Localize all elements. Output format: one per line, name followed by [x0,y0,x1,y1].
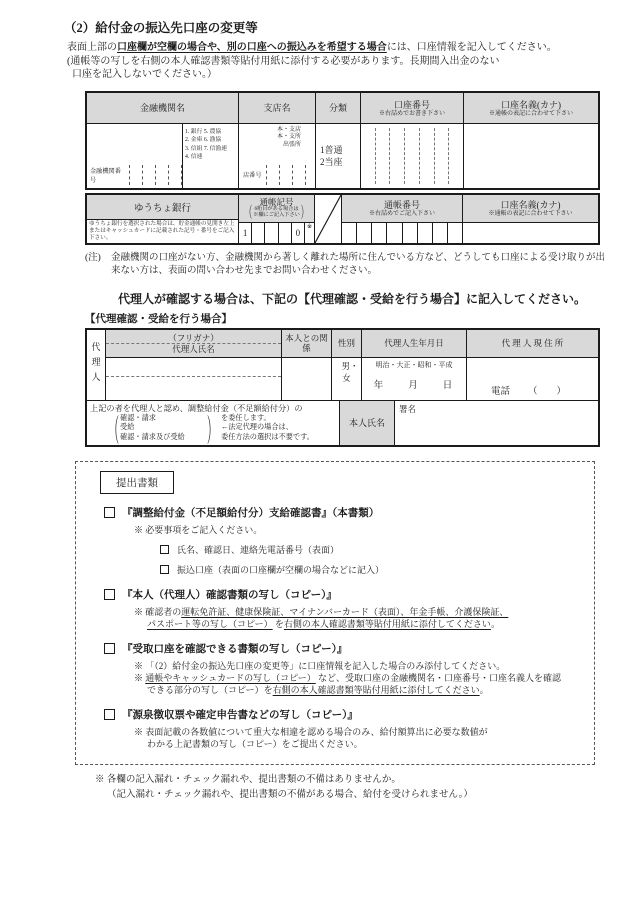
intro-post: には、口座情報を記入してください。 [386,42,557,53]
intro-line-3: 口座を記入しないでください。） [72,69,217,80]
birthdate-header: 代理人生年月日 [362,330,466,358]
account-holder-title: 口座名義(カナ) [501,99,561,110]
header-branch-name: 支店名 [238,93,315,123]
doc-title-3: 『受取口座を確認できる書類の写し（コピー）』 [122,643,348,655]
final-check-line-2: （記入漏れ・チェック漏れや、提出書類の不備がある場合、給付を受けられません。） [107,789,473,800]
phone-label: 電話 [491,386,511,397]
address-field[interactable] [467,358,598,400]
branch-kind-legend [239,124,315,150]
branch-kind-3: 出張所 [282,141,301,148]
address-header: 代 理 人 現 住 所 [467,330,598,358]
intro-pre: 表面上部の [67,42,117,53]
passbook-symbol-column [238,195,314,243]
subitem-2-label: 振込口座（表面の口座欄が空欄の場合などに記入） [177,564,385,575]
agent-box-title: 【代理確認・受給を行う場合】 [85,313,232,325]
agent-address-column [466,330,598,400]
checkbox-transfer-account[interactable] [160,565,169,574]
doc-item-identity-copy [104,587,584,630]
yucho-holder-note: ※通帳の表記に合わせて下さい [488,211,573,217]
header-class: 分類 [315,93,360,123]
doc-title-4: 『源泉徴収票や確定申告書などの写し（コピー）』 [122,709,358,721]
doc-subitem-account [160,563,584,576]
passbook-number-field[interactable] [342,223,462,243]
class-option-ordinary: 1普通 [320,144,343,155]
documents-box-label: 提出書類 [100,471,174,494]
doc-item-confirmation-form [104,505,584,576]
passbook-symbol-header [239,195,314,223]
agent-table-top [87,330,598,400]
close-paren: ） [300,203,308,222]
submission-documents-box [75,461,595,765]
checkbox-confirmation-form[interactable] [104,507,115,518]
agent-relation-column [281,330,331,400]
passbook-number-title: 通帳番号 [383,200,420,210]
agent-name-label: 代理人氏名 [172,343,215,354]
symbol-extra-cell[interactable]: ※ [304,223,314,243]
delegation-notes: を委任します。 ←法定代理の場合は、 委任方法の選択は不要です。 [221,413,314,441]
branch-number-row [239,165,315,188]
delegation-option-3[interactable]: 確認・請求及び受給 [120,432,185,441]
relation-field[interactable] [282,358,331,400]
principal-name-label-cell: 本人氏名 [339,401,395,445]
branch-number-label: 店番号 [243,172,262,179]
institution-number-row [87,165,182,188]
header-institution-name: 金融機関名 [139,103,185,113]
doc-note-4: ※ 表面記載の各数値について重大な相違を認める場合のみ、給付額算出に必要な数値が わかる上記書類の写し（コピー）をご提出ください。 [134,726,488,749]
relation-header: 本人との関係 [282,330,331,358]
intro-line-2: (通帳等の写しを右側の本人確認書類等貼付用紙に添付する必要があります。長期間入出金のない [67,55,500,67]
passbook-number-column [341,195,462,243]
account-number-field[interactable] [360,124,463,188]
symbol-cell-5: 0 [291,223,304,243]
yucho-holder-title: 口座名義(カナ) [500,200,561,210]
passbook-symbol-note: 6桁目がある場合は ※欄にご記入下さい [253,205,300,218]
institution-name-field[interactable] [87,124,182,165]
section-heading: （2）給付金の振込先口座の変更等 [64,21,258,35]
branch-number-field[interactable] [266,165,306,185]
agent-instruction: 代理人が確認する場合は、下記の【代理確認・受給を行う場合】に記入してください。 [118,291,587,306]
furigana-label: （フリガナ） [106,333,281,344]
account-number-title: 口座番号 [393,99,430,110]
doc-title-1: 『調整給付金（不足額給付分）支給確認書』（本書類） [122,507,380,519]
doc-note-2: ※ 確認者の運転免許証、健康保険証、マイナンバーカード（表面）、年金手帳、介護保険証、 パスポート等の写し（コピー） を右側の本人確認書類等貼付用紙に添付してください。 [134,606,509,629]
yucho-bank-column [87,195,238,243]
branch-kind-2: 本・支所 [276,134,301,140]
close-paren: ） [207,416,217,451]
intro-line-1 [67,41,630,55]
intro-emphasis: 口座欄が空欄の場合や、別の口座への振込みを希望する場合 [117,42,387,53]
final-check-note [95,773,630,803]
doc-note-3: ※ 「（2）給付金の振込先口座の変更等」に口座情報を記入した場合のみ添付してください。 ※ 通帳やキャッシュカードの写し（コピー） など、受取口座の金融機関名・口座番号・口座名義人を確認 できる部分の写し（コピー）を右側の本人確認書類等貼付用紙に添付してください。 [134,660,561,695]
delegation-intro: 上記の者を代理人と認め、調整給付金（不足額給付分）の [90,403,303,413]
checkbox-account-proof[interactable] [104,643,115,654]
type-line-3: 3. 信組 7. 信漁連 [185,145,228,152]
bank-account-table [85,91,600,190]
bank-table-body-row [87,124,598,188]
account-number-note: ※右詰めでお書き下さい [378,110,445,117]
era-options: 明治・大正・昭和・平成 [375,360,453,369]
agent-side-label: 代理人 [91,341,101,382]
signature-label: 署名 [399,403,417,414]
agent-table [85,328,600,451]
symbol-cell-3[interactable] [264,223,277,243]
agent-furigana-field[interactable] [106,358,281,378]
agent-name-entry-field[interactable] [106,377,281,399]
doc-item-tax-documents [104,707,584,750]
account-class-cell[interactable] [315,124,360,188]
delegation-option-2[interactable]: 受給 [120,423,135,431]
symbol-cell-1: 1 [242,227,248,238]
final-check-line-1: ※ 各欄の記入漏れ・チェック漏れや、提出書類の不備はありませんか。 [95,774,401,785]
yucho-bank-table [85,193,600,245]
signature-field[interactable] [395,401,598,445]
account-holder-note: ※通帳の表記に合わせて下さい [488,110,573,117]
ymd-placeholder: 年 月 日 [373,380,455,391]
doc-item-account-proof [104,641,584,696]
checkbox-identity-copy[interactable] [104,589,115,600]
passbook-symbol-field[interactable] [239,223,314,243]
bank-table-header-row [87,93,598,124]
delegation-cell [87,401,339,451]
yucho-holder-column [462,195,598,243]
passbook-symbol-title: 通帳記号 [259,196,294,207]
agent-side-label-cell [87,330,105,400]
symbol-cell-2[interactable] [251,223,264,243]
agent-birthdate-column [361,330,466,400]
subitem-1-label: 氏名、確認日、連絡先電話番号（表面） [177,544,340,555]
passbook-number-header [342,195,462,223]
yucho-bank-name: ゆうちょ銀行 [87,195,238,220]
institution-type-legend [182,124,238,188]
type-line-2: 2. 金庫 6. 漁協 [185,137,222,143]
delegation-options[interactable] [120,414,206,443]
open-paren: （ [245,203,253,222]
delegation-row [87,400,598,451]
account-holder-field[interactable] [463,124,598,188]
branch-name-cell [238,124,315,188]
institution-number-field[interactable] [129,165,182,185]
yucho-holder-field[interactable] [463,223,598,243]
diagonal-slash [315,195,341,243]
open-paren: （ [109,416,119,451]
institution-number-label: 金融機関番号 [90,167,121,184]
passbook-number-note: ※右詰めでご記入下さい [368,211,435,217]
class-option-current: 2当座 [320,156,343,167]
doc-note-1: ※ 必要事項をご記入ください。 [134,524,263,535]
phone-row [467,383,598,400]
birthdate-field[interactable] [362,358,466,400]
chu-label: (注) [85,252,101,263]
agent-name-column [105,330,281,400]
type-line-4: 4. 信連 [185,154,203,160]
chu-text: 金融機関の口座がない方、金融機関から著しく離れた場所に住んでいる方など、どうしても口座による受け取りが出来ない方は、表面の問い合わせ先までお問い合わせください。 [111,252,606,276]
diagonal-separator-cell [314,195,341,243]
gender-header: 性別 [332,330,361,358]
yucho-instruction: ゆうちょ銀行を選択された場合は、貯金通帳の見開き左上またはキャッシュカードに記載された記号・番号をご記入下さい。 [89,220,235,241]
agent-name-field[interactable] [106,358,281,400]
gender-field[interactable] [332,358,361,400]
header-account-holder [463,93,598,123]
symbol-cell-4[interactable] [278,223,291,243]
checkbox-name-date-phone[interactable] [160,545,169,554]
institution-name-cell [87,124,238,188]
phone-paren[interactable]: （ ） [528,386,567,397]
delegation-option-1[interactable]: 確認・請求 [120,413,156,422]
gender-options: 男・女 [341,360,359,383]
branch-kind-1: 本・支店 [276,126,301,133]
yucho-holder-header [463,195,598,223]
agent-name-header [106,330,281,358]
doc-subitem-name [160,543,584,556]
agent-gender-column [331,330,361,400]
header-account-number [360,93,463,123]
checkbox-tax-documents[interactable] [104,709,115,720]
intro-text [67,41,630,82]
type-line-1: 1. 銀行 5. 農協 [185,128,222,135]
doc-title-2: 『本人（代理人）確認書類の写し（コピー）』 [122,589,337,601]
footnote-chu [85,252,605,278]
